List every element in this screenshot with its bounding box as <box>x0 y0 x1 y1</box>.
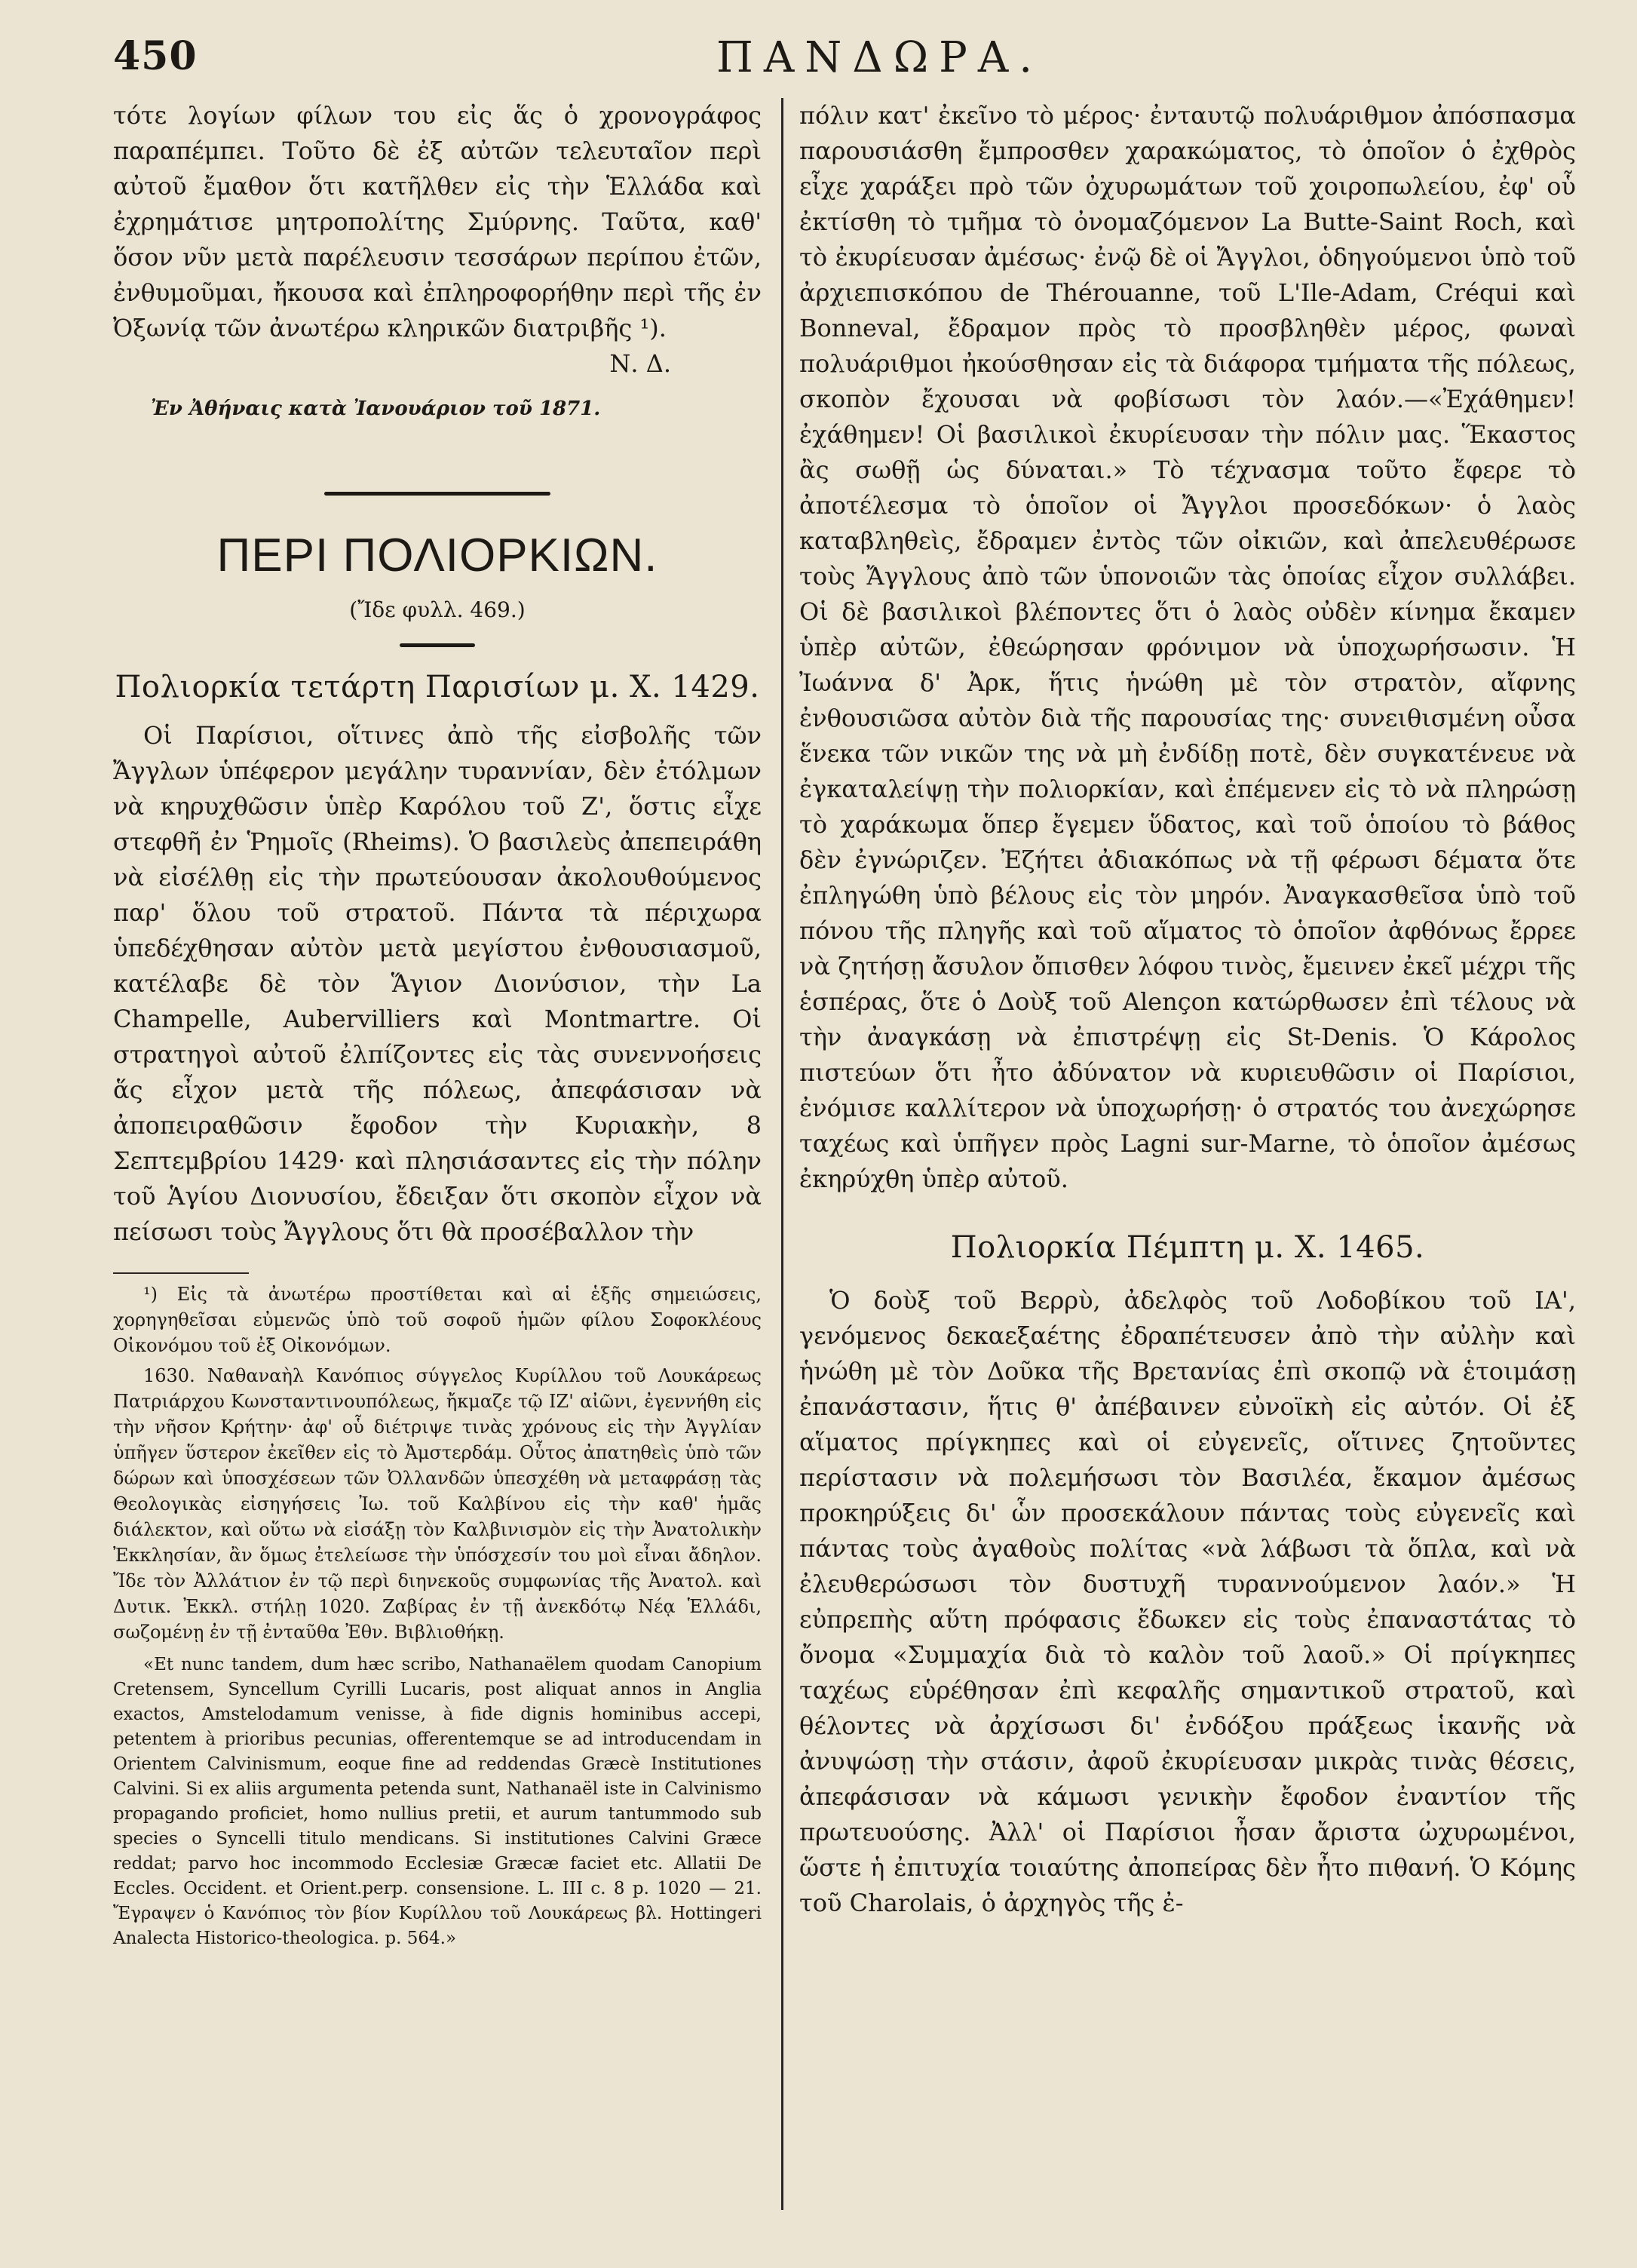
ornament-rule <box>324 492 550 496</box>
right-column <box>799 98 1576 1921</box>
page-header <box>113 33 1568 94</box>
footnote-rule <box>113 1272 249 1274</box>
column-divider <box>781 98 783 2210</box>
right-paragraph-1: πόλιν κατ' ἐκεῖνο τὸ μέρος· ἐνταυτῷ πολυάριθμον ἀπόσπασμα παρουσιάσθη ἔμπροσθεν χαρακώματος, τὸ ὁποῖον ὁ ἐχθρὸς εἶχε χαράξει πρὸ τῶν ὀχυρωμάτων τοῦ χοιροπωλείου, ἐφ' οὗ ἐκτίσθη τὸ τμῆμα τὸ ὀνομαζόμενον La Butte-Saint Roch, καὶ τὸ ἐκυρίευσαν ἀμέσως· ἐνῷ δὲ οἱ Ἄγγλοι, ὁδηγούμενοι ὑπὸ τοῦ ἀρχιεπισκόπου de Thérouanne, τοῦ L'Ile-Adam, Créqui καὶ Bonneval, ἔδραμον πρὸς τὸ προσβληθὲν μέρος, φωναὶ πολυάριθμοι ἠκούσθησαν εἰς τὰ διάφορα τμήματα τῆς πόλεως, σκοπὸν ἔχουσαι νὰ φοβίσωσι τὸν λαόν.—«Ἐχάθημεν! ἐχάθημεν! Οἱ βασιλικοὶ ἐκυρίευσαν τὴν πόλιν μας. Ἕκαστος ἂς σωθῇ ὡς δύναται.» Τὸ τέχνασμα τοῦτο ἔφερε τὸ ἀποτέλεσμα τὸ ὁποῖον οἱ Ἄγγλοι προσεδόκων· ὁ λαὸς καταβληθεὶς, ἔδραμεν ἐντὸς τῶν οἰκιῶν, καὶ ἀπελευθέρωσε τοὺς Ἄγγλους ἀπὸ τῶν ὑπονοιῶν τὰς ὁποίας εἶχον συλλάβει. Οἱ δὲ βασιλικοὶ βλέποντες ὅτι ὁ λαὸς οὐδὲν κίνημα ἔκαμεν ὑπὲρ αὐτῶν, ἐθεώρησαν φρόνιμον νὰ ὑποχωρήσωσιν. Ἡ Ἰωάννα δ' Ἀρκ, ἥτις ἡνώθη μὲ τὸν στρατὸν, αἴφνης ἐνθουσιῶσα αὐτὸν διὰ τῆς παρουσίας της· συνειθισμένη οὖσα ἕνεκα τῶν νικῶν της νὰ μὴ ἐνδίδῃ ποτὲ, δὲν συγκατένευε νὰ ἐγκαταλείψῃ τὴν πολιορκίαν, καὶ ἐπέμενεν εἰς τὸ νὰ πληρώσῃ τὸ χαράκωμα ὅπερ ἔγεμεν ὕδατος, καὶ τοῦ ὁποίου τὸ βάθος δὲν ἐγνώριζεν. Ἐζήτει ἀδιακόπως νὰ τῇ φέρωσι δέματα ὅτε ἐπληγώθη ὑπὸ βέλους εἰς τὸν μηρόν. Ἀναγκασθεῖσα ὑπὸ τοῦ πόνου τῆς πληγῆς καὶ τοῦ αἵματος τὸ ὁποῖον ἀφθόνως ἔρρεε νὰ ζητήσῃ ἄσυλον ὄπισθεν λόφου τινὸς, ἔμεινεν ἐκεῖ μέχρι τῆς ἑσπέρας, ὅτε ὁ Δοὺξ τοῦ Alençon κατώρθωσεν ἐπὶ τέλους νὰ τὴν ἀναγκάσῃ νὰ ἐπιστρέψῃ εἰς St-Denis. Ὁ Κάρολος πιστεύων ὅτι ἦτο ἀδύνατον νὰ κυριευθῶσιν οἱ Παρίσιοι, ἐνόμισε καλλίτερον νὰ ὑποχωρήσῃ· ὁ στρατός του ἀνεχώρησε ταχέως καὶ ὑπῆγεν πρὸς Lagni sur-Marne, τὸ ὁποῖον ἀμέσως ἐκηρύχθη ὑπὲρ αὐτοῦ. <box>799 101 1576 1193</box>
footnote: ¹) Εἰς τὰ ἀνωτέρω προστίθεται καὶ αἱ ἑξῆς σημειώσεις, χορηγηθεῖσαι εὐμενῶς ὑπὸ τοῦ σοφοῦ ἡμῶν φίλου Σοφοκλέους Οἰκονόμου τοῦ ἐξ Οἰκονόμων. <box>113 1284 762 1356</box>
section-paragraph: Οἱ Παρίσιοι, οἵτινες ἀπὸ τῆς εἰσβολῆς τῶν Ἄγγλων ὑπέφερον μεγάλην τυραννίαν, δὲν ἐτόλμων νὰ κηρυχθῶσιν ὑπὲρ Καρόλου τοῦ Ζ', ὅστις εἶχε στεφθῆ ἐν Ῥημοῖς (Rheims). Ὁ βασιλεὺς ἀπεπειράθη νὰ εἰσέλθῃ εἰς τὴν πρωτεύουσαν ἀκολουθούμενος παρ' ὅλου τοῦ στρατοῦ. Πάντα τὰ πέριχωρα ὑπεδέχθησαν αὐτὸν μετὰ μεγίστου ἐνθουσιασμοῦ, κατέλαβε δὲ τὸν Ἅγιον Διονύσιον, τὴν La Champelle, Aubervilliers καὶ Montmartre. Οἱ στρατηγοὶ αὐτοῦ ἐλπίζοντες εἰς τὰς συνεννοήσεις ἅς εἶχον μετὰ τῆς πόλεως, ἀπεφάσισαν νὰ ἀποπειραθῶσιν ἔφοδον τὴν Κυριακὴν, 8 Σεπτεμβρίου 1429· καὶ πλησιάσαντες εἰς τὴν πόλην τοῦ Ἁγίου Διονυσίου, ἔδειξαν ὅτι σκοπὸν εἶχον νὰ πείσωσι τοὺς Ἄγγλους ὅτι θὰ προσέβαλλον τὴν <box>113 721 762 1246</box>
page-number: 450 <box>113 33 198 79</box>
section-heading: Πολιορκία τετάρτη Παρισίων μ. Χ. 1429. <box>115 670 760 704</box>
article-title: ΠΕΡΙ ΠΟΛΙΟΡΚΙΩΝ. <box>216 529 658 582</box>
left-column <box>113 98 762 1951</box>
footnote: 1630. Ναθαναὴλ Κανόπιος σύγγελος Κυρίλλου τοῦ Λουκάρεως Πατριάρχου Κωνσταντινουπόλεως, ἤκμαζε τῷ ΙΖ' αἰῶνι, ἐγεννήθη εἰς τὴν νῆσον Κρήτην· ἀφ' οὗ διέτριψε τινὰς χρόνους εἰς τὴν Ἀγγλίαν ὑπῆγεν ὕστερον ἐκεῖθεν εἰς τὸ Ἀμστερδάμ. Οὗτος ἀπατηθεὶς ὑπὸ τῶν δώρων καὶ ὑποσχέσεων τῶν Ὀλλανδῶν ὑπεσχέθη νὰ μεταφράσῃ τὰς Θεολογικὰς εἰσηγήσεις Ἰω. τοῦ Καλβίνου εἰς τὴν καθ' ἡμᾶς διάλεκτον, καὶ οὕτω νὰ εἰσάξῃ τὸν Καλβινισμὸν εἰς τὴν Ἀνατολικὴν Ἐκκλησίαν, ἂν ὅμως ἐτελείωσε τὴν ὑπόσχεσίν του μοὶ εἶναι ἄδηλον. Ἴδε τὸν Ἀλλάτιον ἐν τῷ περὶ διηνεκοῦς συμφωνίας τῆς Ἀνατολ. καὶ Δυτικ. Ἐκκλ. στήλῃ 1020. Ζαβίρας ἐν τῇ ἀνεκδότῳ Νέᾳ Ἑλλάδι, σωζομένῃ ἐν τῇ ἐνταῦθα Ἐθν. Βιβλιοθήκῃ. <box>113 1365 762 1643</box>
signature-line <box>113 346 762 382</box>
section-heading: Πολιορκία Πέμπτη μ. Χ. 1465. <box>950 1230 1425 1265</box>
dateline: Ἐν Ἀθήναις κατὰ Ἰανουάριον τοῦ 1871. <box>151 397 601 420</box>
author-signature: Ν. Δ. <box>609 349 671 378</box>
intro-paragraph: τότε λογίων φίλων του εἰς ἅς ὁ χρονογράφος παραπέμπει. Τοῦτο δὲ ἐξ αὐτῶν τελευταῖον περὶ αὐτοῦ ἔμαθον ὅτι κατῆλθεν εἰς τὴν Ἑλλάδα καὶ ἐχρημάτισε μητροπολίτης Σμύρνης. Ταῦτα, καθ' ὅσον νῦν μετὰ παρέλευσιν τεσσάρων περίπου ἐτῶν, ἐνθυμοῦμαι, ἤκουσα καὶ ἐπληροφορήθην περὶ τῆς ἐν Ὀξωνίᾳ τῶν ἀνωτέρω κληρικῶν διατριβῆς ¹). <box>113 101 762 342</box>
latin-quote: «Et nunc tandem, dum hæc scribo, Nathanaëlem quodam Canopium Cretensem, Syncellum Cyrilli Lucaris, post aliquat annos in Anglia exactos, Amstelodamum venisse, à fide dignis hominibus accepi, petentem à prioribus pecunias, offerentemque se ad introducendam in Orientem Calvinismum, eoque fine ad reddendas Græcè Institutiones Calvini. Si ex aliis argumenta petenda sunt, Nathanaël iste in Calvinismo propagando proficiet, homo nullius pretii, et aurum tantummodo sub species o Syncelli titulo mendicans. Si institutiones Calvini Græce reddat; parvo hoc incommodo Ecclesiæ Græcæ faciet etc. Allatii De Eccles. Occident. et Orient.perp. consensione. L. III c. 8 p. 1020 — 21. Ἔγραψεν ὁ Κανόπιος τὸν βίον Κυρίλλου τοῦ Λουκάρεως βλ. Hottingeri Analecta Historico-theologica. p. 564.» <box>113 1655 762 1948</box>
right-paragraph-2: Ὁ δοὺξ τοῦ Βερρὺ, ἀδελφὸς τοῦ Λοδοβίκου τοῦ ΙΑ', γενόμενος δεκαεξαέτης ἐδραπέτευσεν ἀπὸ τὴν αὐλὴν καὶ ἡνώθη μὲ τὸν Δοῦκα τῆς Βρετανίας ἐπὶ σκοπῷ νὰ ἑτοιμάσῃ ἐπανάστασιν, ἥτις θ' ἀπέβαινεν εὐνοϊκὴ εἰς αὐτόν. Οἱ ἐξ αἵματος πρίγκηπες καὶ οἱ εὐγενεῖς, οἵτινες ζητοῦντες περίστασιν νὰ πολεμήσωσι τὸν Βασιλέα, ἔκαμον ἀμέσως προκηρύξεις δι' ὧν προσεκάλουν πάντας τοὺς εὐγενεῖς καὶ πάντας τοὺς ἀγαθοὺς πολίτας «νὰ λάβωσι τὰ ὅπλα, καὶ νὰ ἐλευθερώσωσι τὸν δυστυχῆ τυραννούμενον λαόν.» Ἡ εὐπρεπὴς αὕτη πρόφασις ἔδωκεν εἰς τοὺς ἐπαναστάτας τὸ ὄνομα «Συμμαχία διὰ τὸ καλὸν τοῦ λαοῦ.» Οἱ πρίγκηπες ταχέως εὑρέθησαν ἐπὶ κεφαλῆς σημαντικοῦ στρατοῦ, καὶ θέλοντες νὰ ἀρχίσωσι δι' ἐνδόξου πράξεως ἱκανῆς νὰ ἀνυψώσῃ τὴν στάσιν, ἀφοῦ ἐκυρίευσαν μικρὰς τινὰς θέσεις, ἀπεφάσισαν νὰ κάμωσι γενικὴν ἔφοδον ἐναντίον τῆς πρωτευούσης. Ἀλλ' οἱ Παρίσιοι ἦσαν ἄριστα ὠχυρωμένοι, ὥστε ἡ ἐπιτυχία τοιαύτης ἀποπείρας δὲν ἦτο πιθανή. Ὁ Κόμης τοῦ Charolais, ὁ ἀρχηγὸς τῆς ἐ- <box>799 1286 1576 1917</box>
article-subtitle: (Ἴδε φυλλ. 469.) <box>349 597 526 622</box>
ornament-rule-short <box>400 643 475 647</box>
running-title: ΠΑΝΔΩΡΑ. <box>716 33 1044 82</box>
